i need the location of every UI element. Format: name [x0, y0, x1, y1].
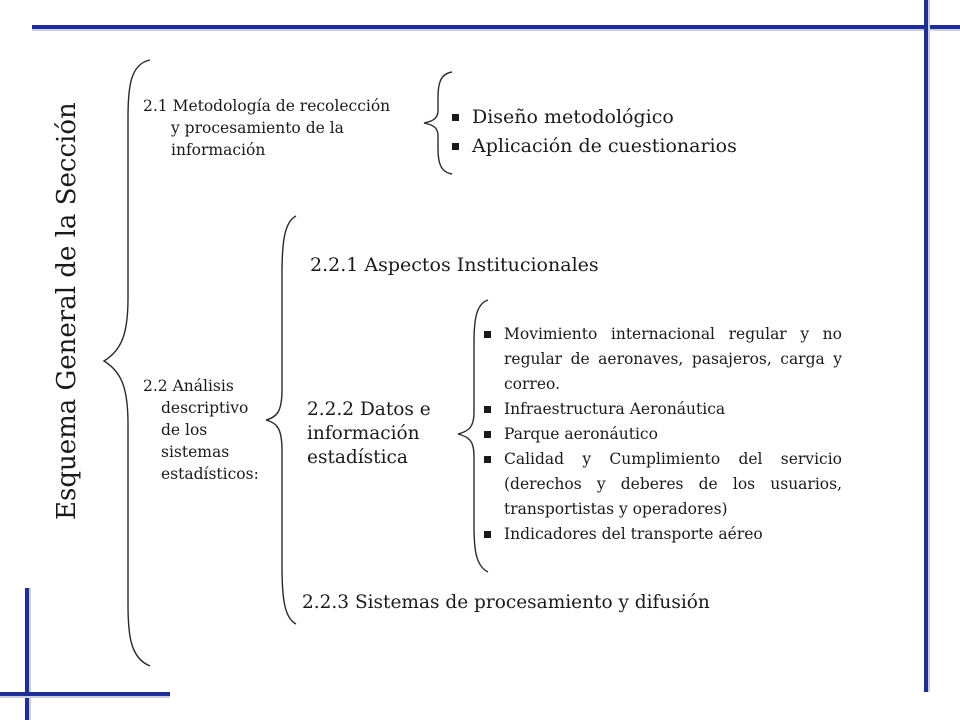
section-2-2-label [143, 375, 259, 485]
section-2-2-2-line-2: información [307, 423, 420, 444]
section-2-1-line-1: 2.1 Metodología de recolección [143, 97, 391, 115]
section-2-1-label [143, 95, 390, 161]
section-2-1-line-3: información [171, 141, 266, 159]
section-2-1-items [450, 103, 737, 161]
section-2-2-2-label [307, 398, 431, 470]
frame-left-line-shadow [29, 588, 31, 720]
list-item: Diseño metodológico [450, 103, 737, 132]
list-item: Infraestructura Aeronáutica [482, 397, 842, 422]
section-2-2-2-items [482, 322, 842, 547]
section-2-2-line-4: sistemas [161, 443, 230, 461]
list-item: Indicadores del transporte aéreo [482, 522, 842, 547]
section-2-2-line-5: estadísticos: [161, 465, 259, 483]
frame-right-line-shadow [928, 0, 930, 692]
list-item: Aplicación de cuestionarios [450, 132, 737, 161]
section-2-2-line-1: 2.2 Análisis [143, 377, 234, 395]
section-2-1-line-2: y procesamiento de la [171, 119, 344, 137]
section-2-2-2-line-3: estadística [307, 447, 408, 468]
list-item: Calidad y Cumplimiento del servicio (derechos y deberes de los usuarios, transportistas y operadores) [482, 447, 842, 522]
frame-bottom-line-shadow [0, 696, 170, 698]
section-2-2-line-2: descriptivo [161, 399, 249, 417]
section-2-2-line-3: de los [161, 421, 208, 439]
section-2-2-2-line-1: 2.2.2 Datos e [307, 399, 431, 420]
diagram-title: Esquema General de la Sección [52, 102, 82, 520]
section-2-2-1-label: 2.2.1 Aspectos Institucionales [310, 254, 599, 276]
section-2-2-3-label: 2.2.3 Sistemas de procesamiento y difusión [302, 592, 710, 613]
brace-2-2 [262, 214, 302, 626]
list-item: Movimiento internacional regular y no regular de aeronaves, pasajeros, carga y correo. [482, 322, 842, 397]
frame-top-line-shadow [32, 29, 960, 31]
list-item: Parque aeronáutico [482, 422, 842, 447]
